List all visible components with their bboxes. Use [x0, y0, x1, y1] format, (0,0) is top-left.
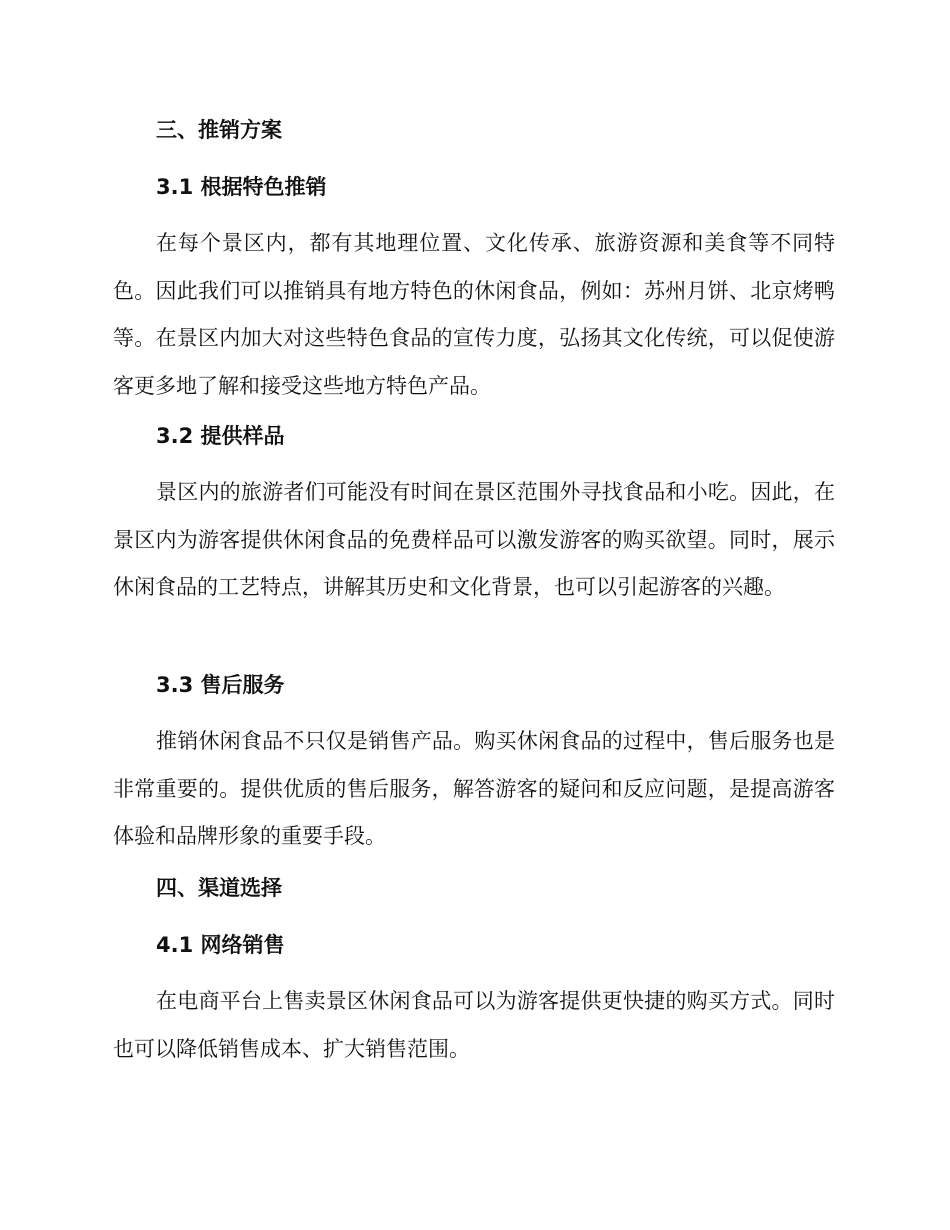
section-heading-promotion-plan: 三、推销方案 [156, 118, 282, 142]
subsection-heading-3-1: 3.1 根据特色推销 [156, 175, 327, 199]
subsection-heading-3-3: 3.3 售后服务 [156, 673, 285, 697]
paragraph-3-3: 推销休闲食品不只仅是销售产品。购买休闲食品的过程中，售后服务也是非常重要的。提供优质的售后服务，解答游客的疑问和反应问题，是提高游客体验和品牌形象的重要手段。 [113, 729, 835, 848]
subsection-heading-4-1: 4.1 网络销售 [156, 933, 285, 957]
subsection-heading-3-2: 3.2 提供样品 [156, 424, 285, 448]
paragraph-4-1: 在电商平台上售卖景区休闲食品可以为游客提供更快捷的购买方式。同时也可以降低销售成本、扩大销售范围。 [113, 989, 835, 1061]
paragraph-3-1: 在每个景区内，都有其地理位置、文化传承、旅游资源和美食等不同特色。因此我们可以推销具有地方特色的休闲食品，例如：苏州月饼、北京烤鸭等。在景区内加大对这些特色食品的宣传力度，弘扬其文化传统，可以促使游客更多地了解和接受这些地方特色产品。 [113, 231, 835, 398]
section-heading-channel-selection: 四、渠道选择 [156, 876, 282, 900]
paragraph-3-2: 景区内的旅游者们可能没有时间在景区范围外寻找食品和小吃。因此，在景区内为游客提供休闲食品的免费样品可以激发游客的购买欲望。同时，展示休闲食品的工艺特点，讲解其历史和文化背景，也可以引起游客的兴趣。 [113, 480, 835, 599]
